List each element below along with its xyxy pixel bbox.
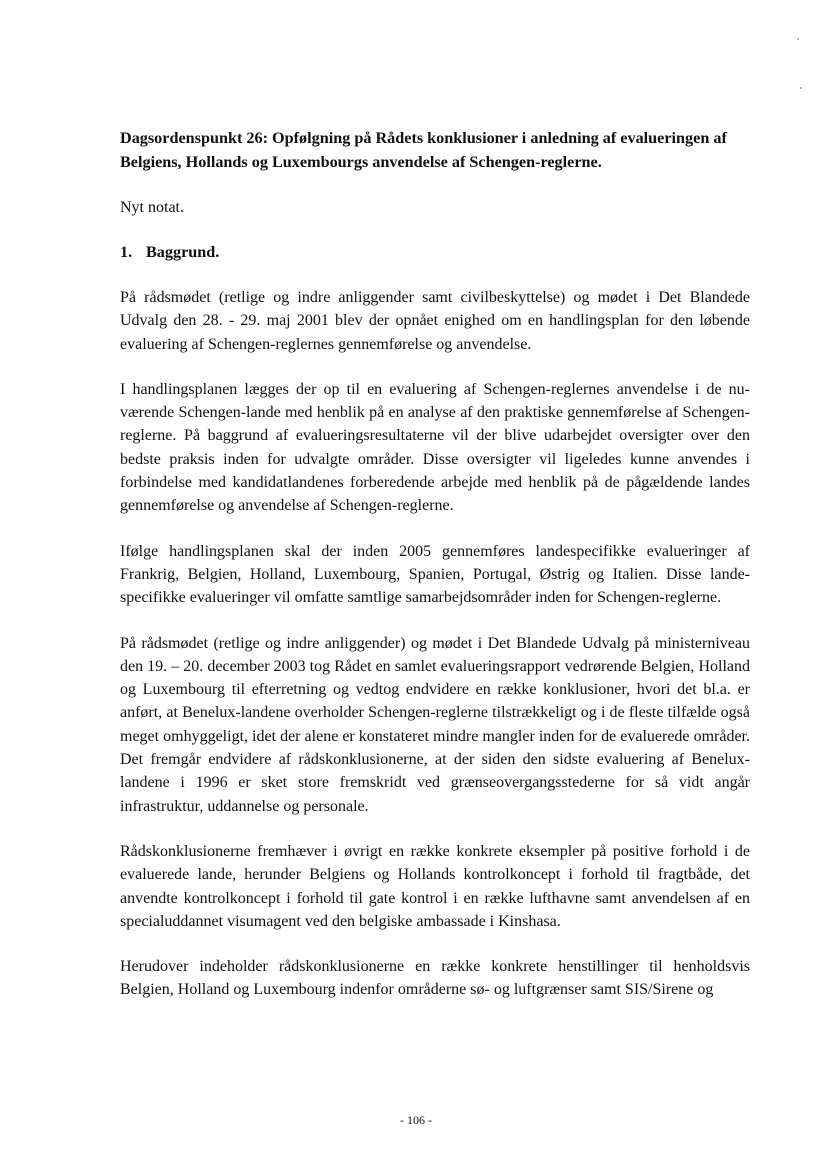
- paragraph-6: Herudover indeholder rådskonklusionerne en række konkrete henstillinger til henholdsvis Belgien, Holland og Luxembourg indenfor områderne sø- og luftgrænser samt SIS/Sirene og: [120, 958, 750, 999]
- paragraph-5: Rådskonklusionerne fremhæver i øvrigt en række konkrete eksempler på positive forhold i de evaluerede lande, herunder Belgiens og Hollands kontrolkoncept i forhold til fragtbåde, det anvendte kontrolkoncept i forhold til gate kontrol i en række lufthavne samt anvendelsen af en specialuddannet visumagent ved den belgiske ambassade i Kinshasa.: [120, 842, 750, 930]
- paragraph-4: På rådsmødet (retlige og indre anliggender) og mødet i Det Blandede Udvalg på ministerniveau den 19. – 20. december 2003 tog Rådet en samlet evalueringsrapport vedrørende Belgien, Holland og Luxembourg til efterretning og vedtog endvidere en række konklusioner, hvori det bl.a. er anført, at Benelux-landene overholder Schengen-reglerne tilstrækkeligt og i de fleste tilfælde også meget omhyggeligt, idet der alene er konstateret mindre mangler inden for de evaluerede områder. Det fremgår endvidere af rådskonklusionerne, at der siden den sidste evaluering af Benelux-landene i 1996 er sket store fremskridt ved grænseovergangsstederne for så vidt angår infrastruktur, uddannelse og personale.: [120, 634, 750, 815]
- page-number: - 106 -: [400, 1113, 432, 1127]
- document-page: [120, 126, 750, 1002]
- scan-speck: [797, 38, 799, 40]
- paragraph-2: I handlingsplanen lægges der op til en evaluering af Schengen-reglernes anvendelse i de nuværende Schengen-lande med henblik på en analyse af den praktiske gennemførelse af Schengen-reglerne. På baggrund af evalueringsresultaterne vil der blive udarbejdet oversigter over den bedste praksis inden for udvalgte områder. Disse oversigter vil ligeledes kunne anvendes i forbindelse med kandidatlandenes forberedende arbejde med henblik på de pågældende landes gennemførelse og anvendelse af Schengen-reglerne.: [120, 380, 750, 515]
- document-title: Dagsordenspunkt 26: Opfølgning på Rådets konklusioner i anledning af evalueringen af Belgiens, Hollands og Luxembourgs anvendelse af Schengen-reglerne.: [120, 129, 727, 171]
- scan-speck: [800, 87, 802, 89]
- paragraph-3: Ifølge handlingsplanen skal der inden 2005 gennemføres landespecifikke evalueringer af Frankrig, Belgien, Holland, Luxembourg, Spanien, Portugal, Østrig og Italien. Disse landespecifikke evalueringer vil omfatte samtlige samarbejdsområder inden for Schengen-reglerne.: [120, 542, 750, 607]
- document-note: Nyt notat.: [120, 199, 184, 216]
- section-heading: [120, 240, 750, 264]
- paragraph-1: På rådsmødet (retlige og indre anliggender samt civilbeskyttelse) og mødet i Det Blandede Udvalg den 28. - 29. maj 2001 blev der opnået enighed om en handlingsplan for den løbende evaluering af Schengen-reglernes gennemførelse og anvendelse.: [120, 289, 750, 353]
- section-number: 1.: [120, 243, 133, 261]
- section-title: Baggrund.: [146, 243, 220, 261]
